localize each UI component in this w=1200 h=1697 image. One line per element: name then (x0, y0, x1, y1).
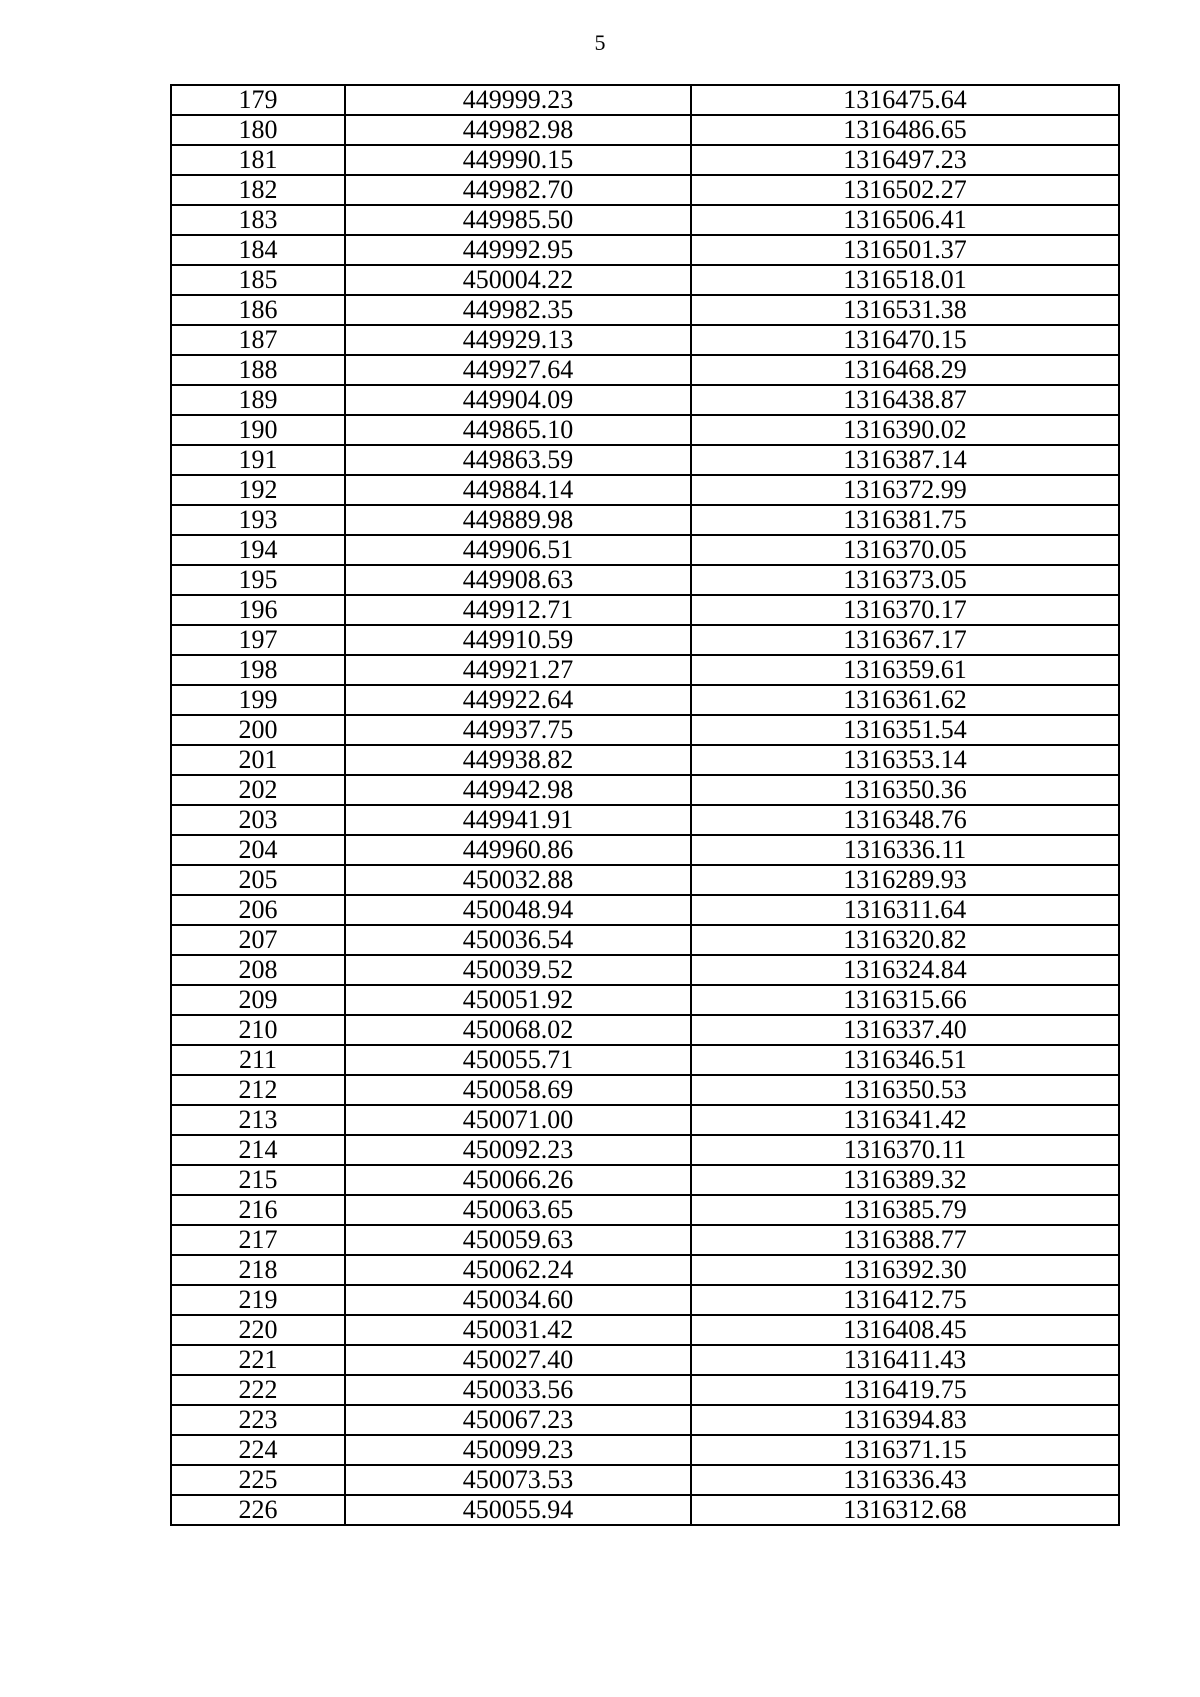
y-coordinate-cell: 1316390.02 (691, 415, 1119, 445)
y-coordinate-cell: 1316311.64 (691, 895, 1119, 925)
x-coordinate-cell: 449929.13 (345, 325, 691, 355)
coordinates-table-body (171, 85, 1119, 1525)
table-row (171, 595, 1119, 625)
table-row (171, 205, 1119, 235)
y-coordinate-cell: 1316394.83 (691, 1405, 1119, 1435)
y-coordinate-cell: 1316438.87 (691, 385, 1119, 415)
y-coordinate-cell: 1316470.15 (691, 325, 1119, 355)
y-coordinate-cell: 1316486.65 (691, 115, 1119, 145)
point-number-cell: 198 (171, 655, 345, 685)
point-number-cell: 208 (171, 955, 345, 985)
point-number-cell: 189 (171, 385, 345, 415)
x-coordinate-cell: 450055.94 (345, 1495, 691, 1525)
point-number-cell: 222 (171, 1375, 345, 1405)
x-coordinate-cell: 449999.23 (345, 85, 691, 115)
x-coordinate-cell: 450055.71 (345, 1045, 691, 1075)
point-number-cell: 192 (171, 475, 345, 505)
x-coordinate-cell: 449982.70 (345, 175, 691, 205)
x-coordinate-cell: 449906.51 (345, 535, 691, 565)
point-number-cell: 218 (171, 1255, 345, 1285)
point-number-cell: 215 (171, 1165, 345, 1195)
y-coordinate-cell: 1316370.05 (691, 535, 1119, 565)
x-coordinate-cell: 449985.50 (345, 205, 691, 235)
table-row (171, 1255, 1119, 1285)
point-number-cell: 206 (171, 895, 345, 925)
x-coordinate-cell: 450066.26 (345, 1165, 691, 1195)
x-coordinate-cell: 449982.35 (345, 295, 691, 325)
y-coordinate-cell: 1316475.64 (691, 85, 1119, 115)
y-coordinate-cell: 1316371.15 (691, 1435, 1119, 1465)
point-number-cell: 211 (171, 1045, 345, 1075)
y-coordinate-cell: 1316497.23 (691, 145, 1119, 175)
y-coordinate-cell: 1316351.54 (691, 715, 1119, 745)
point-number-cell: 183 (171, 205, 345, 235)
x-coordinate-cell: 449908.63 (345, 565, 691, 595)
x-coordinate-cell: 449889.98 (345, 505, 691, 535)
x-coordinate-cell: 449910.59 (345, 625, 691, 655)
table-row (171, 1435, 1119, 1465)
y-coordinate-cell: 1316370.17 (691, 595, 1119, 625)
point-number-cell: 179 (171, 85, 345, 115)
y-coordinate-cell: 1316468.29 (691, 355, 1119, 385)
point-number-cell: 220 (171, 1315, 345, 1345)
y-coordinate-cell: 1316359.61 (691, 655, 1119, 685)
point-number-cell: 225 (171, 1465, 345, 1495)
y-coordinate-cell: 1316392.30 (691, 1255, 1119, 1285)
point-number-cell: 205 (171, 865, 345, 895)
y-coordinate-cell: 1316350.53 (691, 1075, 1119, 1105)
table-row (171, 835, 1119, 865)
table-row (171, 1045, 1119, 1075)
y-coordinate-cell: 1316518.01 (691, 265, 1119, 295)
table-row (171, 625, 1119, 655)
table-row (171, 1315, 1119, 1345)
x-coordinate-cell: 450058.69 (345, 1075, 691, 1105)
point-number-cell: 190 (171, 415, 345, 445)
x-coordinate-cell: 449904.09 (345, 385, 691, 415)
table-row (171, 85, 1119, 115)
point-number-cell: 202 (171, 775, 345, 805)
x-coordinate-cell: 450036.54 (345, 925, 691, 955)
y-coordinate-cell: 1316389.32 (691, 1165, 1119, 1195)
x-coordinate-cell: 450027.40 (345, 1345, 691, 1375)
point-number-cell: 197 (171, 625, 345, 655)
table-row (171, 385, 1119, 415)
x-coordinate-cell: 449863.59 (345, 445, 691, 475)
y-coordinate-cell: 1316385.79 (691, 1195, 1119, 1225)
y-coordinate-cell: 1316412.75 (691, 1285, 1119, 1315)
table-row (171, 355, 1119, 385)
point-number-cell: 203 (171, 805, 345, 835)
point-number-cell: 199 (171, 685, 345, 715)
table-row (171, 145, 1119, 175)
x-coordinate-cell: 450071.00 (345, 1105, 691, 1135)
y-coordinate-cell: 1316381.75 (691, 505, 1119, 535)
table-row (171, 925, 1119, 955)
y-coordinate-cell: 1316419.75 (691, 1375, 1119, 1405)
table-row (171, 445, 1119, 475)
y-coordinate-cell: 1316350.36 (691, 775, 1119, 805)
table-row (171, 715, 1119, 745)
x-coordinate-cell: 450073.53 (345, 1465, 691, 1495)
table-row (171, 325, 1119, 355)
table-row (171, 475, 1119, 505)
point-number-cell: 188 (171, 355, 345, 385)
table-row (171, 685, 1119, 715)
x-coordinate-cell: 449960.86 (345, 835, 691, 865)
table-row (171, 295, 1119, 325)
x-coordinate-cell: 449884.14 (345, 475, 691, 505)
point-number-cell: 200 (171, 715, 345, 745)
x-coordinate-cell: 450062.24 (345, 1255, 691, 1285)
point-number-cell: 226 (171, 1495, 345, 1525)
table-row (171, 115, 1119, 145)
x-coordinate-cell: 450031.42 (345, 1315, 691, 1345)
table-row (171, 175, 1119, 205)
table-row (171, 865, 1119, 895)
table-row (171, 505, 1119, 535)
table-row (171, 565, 1119, 595)
point-number-cell: 224 (171, 1435, 345, 1465)
point-number-cell: 217 (171, 1225, 345, 1255)
table-row (171, 895, 1119, 925)
point-number-cell: 191 (171, 445, 345, 475)
x-coordinate-cell: 450067.23 (345, 1405, 691, 1435)
point-number-cell: 214 (171, 1135, 345, 1165)
y-coordinate-cell: 1316312.68 (691, 1495, 1119, 1525)
point-number-cell: 212 (171, 1075, 345, 1105)
table-row (171, 775, 1119, 805)
x-coordinate-cell: 450048.94 (345, 895, 691, 925)
y-coordinate-cell: 1316387.14 (691, 445, 1119, 475)
table-row (171, 745, 1119, 775)
table-row (171, 805, 1119, 835)
table-row (171, 1105, 1119, 1135)
table-row (171, 1165, 1119, 1195)
table-row (171, 415, 1119, 445)
y-coordinate-cell: 1316336.43 (691, 1465, 1119, 1495)
y-coordinate-cell: 1316324.84 (691, 955, 1119, 985)
x-coordinate-cell: 450034.60 (345, 1285, 691, 1315)
x-coordinate-cell: 450004.22 (345, 265, 691, 295)
point-number-cell: 209 (171, 985, 345, 1015)
point-number-cell: 221 (171, 1345, 345, 1375)
y-coordinate-cell: 1316501.37 (691, 235, 1119, 265)
page-number: 5 (594, 30, 606, 55)
table-row (171, 1465, 1119, 1495)
table-row (171, 985, 1119, 1015)
x-coordinate-cell: 450032.88 (345, 865, 691, 895)
x-coordinate-cell: 449942.98 (345, 775, 691, 805)
point-number-cell: 223 (171, 1405, 345, 1435)
y-coordinate-cell: 1316348.76 (691, 805, 1119, 835)
y-coordinate-cell: 1316372.99 (691, 475, 1119, 505)
y-coordinate-cell: 1316320.82 (691, 925, 1119, 955)
table-row (171, 1285, 1119, 1315)
y-coordinate-cell: 1316531.38 (691, 295, 1119, 325)
point-number-cell: 204 (171, 835, 345, 865)
point-number-cell: 185 (171, 265, 345, 295)
table-row (171, 655, 1119, 685)
x-coordinate-cell: 449937.75 (345, 715, 691, 745)
point-number-cell: 195 (171, 565, 345, 595)
point-number-cell: 186 (171, 295, 345, 325)
table-row (171, 265, 1119, 295)
y-coordinate-cell: 1316361.62 (691, 685, 1119, 715)
table-row (171, 1225, 1119, 1255)
x-coordinate-cell: 449865.10 (345, 415, 691, 445)
point-number-cell: 187 (171, 325, 345, 355)
table-row (171, 955, 1119, 985)
table-row (171, 1375, 1119, 1405)
x-coordinate-cell: 449912.71 (345, 595, 691, 625)
point-number-cell: 181 (171, 145, 345, 175)
point-number-cell: 210 (171, 1015, 345, 1045)
x-coordinate-cell: 449992.95 (345, 235, 691, 265)
point-number-cell: 216 (171, 1195, 345, 1225)
x-coordinate-cell: 450099.23 (345, 1435, 691, 1465)
x-coordinate-cell: 449921.27 (345, 655, 691, 685)
y-coordinate-cell: 1316289.93 (691, 865, 1119, 895)
table-row (171, 1405, 1119, 1435)
point-number-cell: 180 (171, 115, 345, 145)
y-coordinate-cell: 1316336.11 (691, 835, 1119, 865)
point-number-cell: 184 (171, 235, 345, 265)
table-row (171, 1015, 1119, 1045)
table-row (171, 1075, 1119, 1105)
y-coordinate-cell: 1316353.14 (691, 745, 1119, 775)
y-coordinate-cell: 1316411.43 (691, 1345, 1119, 1375)
table-row (171, 1345, 1119, 1375)
point-number-cell: 196 (171, 595, 345, 625)
y-coordinate-cell: 1316506.41 (691, 205, 1119, 235)
x-coordinate-cell: 449941.91 (345, 805, 691, 835)
y-coordinate-cell: 1316346.51 (691, 1045, 1119, 1075)
y-coordinate-cell: 1316370.11 (691, 1135, 1119, 1165)
point-number-cell: 193 (171, 505, 345, 535)
point-number-cell: 182 (171, 175, 345, 205)
table-row (171, 1495, 1119, 1525)
x-coordinate-cell: 450092.23 (345, 1135, 691, 1165)
table-row (171, 235, 1119, 265)
x-coordinate-cell: 449982.98 (345, 115, 691, 145)
point-number-cell: 194 (171, 535, 345, 565)
table-row (171, 1135, 1119, 1165)
x-coordinate-cell: 450063.65 (345, 1195, 691, 1225)
x-coordinate-cell: 450068.02 (345, 1015, 691, 1045)
coordinates-table (170, 84, 1120, 1526)
x-coordinate-cell: 450051.92 (345, 985, 691, 1015)
x-coordinate-cell: 450059.63 (345, 1225, 691, 1255)
x-coordinate-cell: 449922.64 (345, 685, 691, 715)
y-coordinate-cell: 1316408.45 (691, 1315, 1119, 1345)
x-coordinate-cell: 449990.15 (345, 145, 691, 175)
point-number-cell: 207 (171, 925, 345, 955)
y-coordinate-cell: 1316315.66 (691, 985, 1119, 1015)
x-coordinate-cell: 449927.64 (345, 355, 691, 385)
y-coordinate-cell: 1316502.27 (691, 175, 1119, 205)
x-coordinate-cell: 449938.82 (345, 745, 691, 775)
point-number-cell: 201 (171, 745, 345, 775)
y-coordinate-cell: 1316337.40 (691, 1015, 1119, 1045)
table-row (171, 1195, 1119, 1225)
point-number-cell: 213 (171, 1105, 345, 1135)
table-row (171, 535, 1119, 565)
y-coordinate-cell: 1316341.42 (691, 1105, 1119, 1135)
y-coordinate-cell: 1316373.05 (691, 565, 1119, 595)
y-coordinate-cell: 1316388.77 (691, 1225, 1119, 1255)
x-coordinate-cell: 450039.52 (345, 955, 691, 985)
y-coordinate-cell: 1316367.17 (691, 625, 1119, 655)
point-number-cell: 219 (171, 1285, 345, 1315)
x-coordinate-cell: 450033.56 (345, 1375, 691, 1405)
